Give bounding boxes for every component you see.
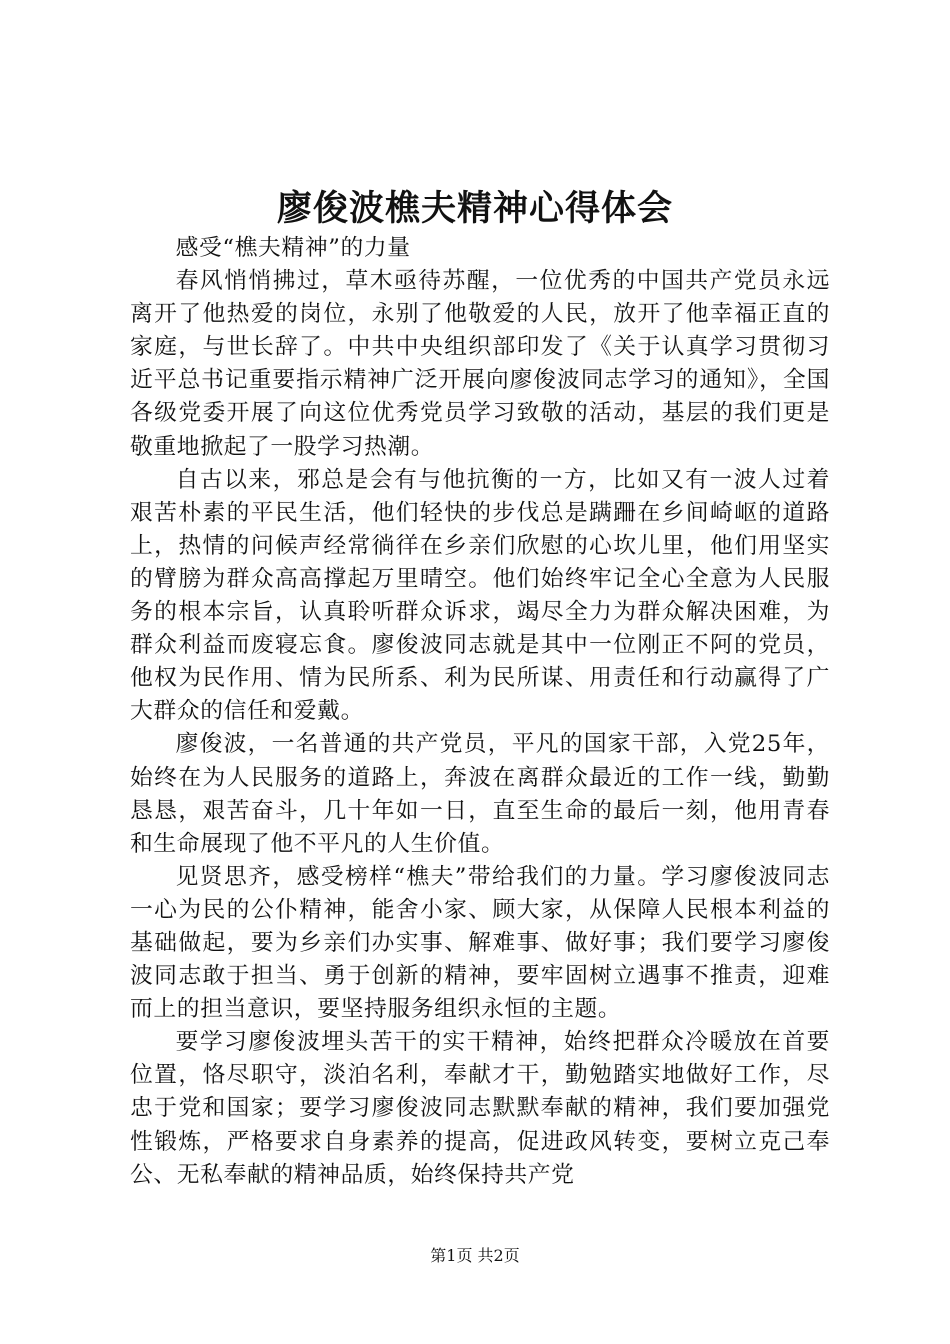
paragraph-1: 春风悄悄拂过，草木亟待苏醒，一位优秀的中国共产党员永远离开了他热爱的岗位，永别了他敬爱的人民，放开了他幸福正直的家庭，与世长辞了。中共中央组织部印发了《关于认真学习贯彻习近平总书记重要指示精神广泛开展向廖俊波同志学习的通知》，全国各级党委开展了向这位优秀党员学习致敬的活动，基层的我们更是敬重地掀起了一股学习热潮。 [130, 268, 830, 460]
page-footer: 第1页 共2页 [430, 1246, 520, 1265]
page-title: 廖俊波樵夫精神心得体会 [276, 189, 673, 229]
paragraph-subtitle: 感受“樵夫精神”的力量 [175, 235, 411, 261]
document-body [130, 232, 830, 1192]
paragraph-5: 要学习廖俊波埋头苦干的实干精神，始终把群众冷暖放在首要位置，恪尽职守，淡泊名利，奉献才干，勤勉踏实地做好工作，尽忠于党和国家；要学习廖俊波同志默默奉献的精神，我们要加强党性锻炼，严格要求自身素养的提高，促进政风转变，要树立克己奉公、无私奉献的精神品质，始终保持共产党 [130, 1029, 830, 1188]
paragraph-4: 见贤思齐，感受榜样“樵夫”带给我们的力量。学习廖俊波同志一心为民的公仆精神，能舍小家、顾大家，从保障人民根本利益的基础做起，要为乡亲们办实事、解难事、做好事；我们要学习廖俊波同志敢于担当、勇于创新的精神，要牢固树立遇事不推责，迎难而上的担当意识，要坚持服务组织永恒的主题。 [130, 863, 830, 1023]
paragraph-3: 廖俊波，一名普通的共产党员，平凡的国家干部，入党25年，始终在为人民服务的道路上，奔波在离群众最近的工作一线，勤勤恳恳，艰苦奋斗，几十年如一日，直至生命的最后一刻，他用青春和生命展现了他不平凡的人生价值。 [130, 731, 830, 857]
paragraph-2: 自古以来，邪总是会有与他抗衡的一方，比如又有一波人过着艰苦朴素的平民生活，他们轻快的步伐总是蹒跚在乡间崎岖的道路上，热情的问候声经常徜徉在乡亲们欣慰的心坎儿里，他们用坚实的臂膀为群众高高撑起万里晴空。他们始终牢记全心全意为人民服务的根本宗旨，认真聆听群众诉求，竭尽全力为群众解决困难，为群众利益而废寝忘食。廖俊波同志就是其中一位刚正不阿的党员，他权为民作用、情为民所系、利为民所谋、用责任和行动赢得了广大群众的信任和爱戴。 [130, 466, 830, 725]
